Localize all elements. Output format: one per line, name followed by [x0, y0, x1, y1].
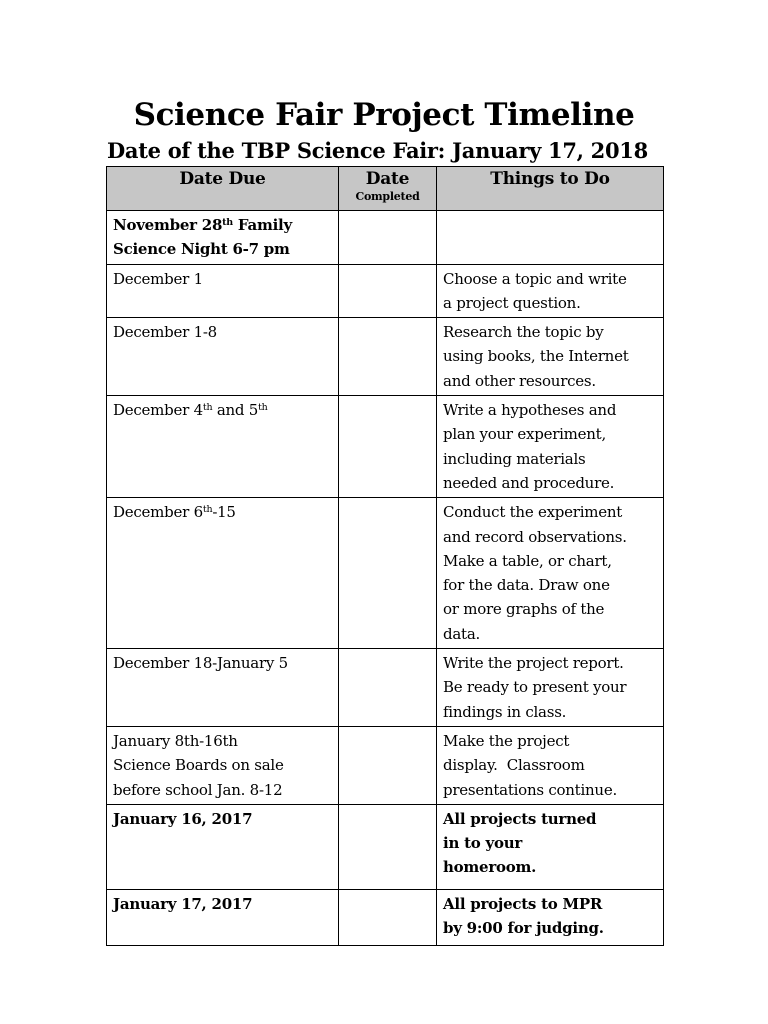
- things-to-do-cell: [437, 804, 664, 889]
- date-due-cell: December 18-January 5: [107, 649, 339, 727]
- table-row: [107, 264, 664, 318]
- task-line: or more graphs of the: [443, 600, 605, 619]
- things-to-do-cell: [437, 396, 664, 498]
- date-completed-cell[interactable]: [339, 726, 437, 804]
- date-due-cell: December 1-8: [107, 318, 339, 396]
- task-line: All projects turned: [443, 809, 597, 828]
- timeline-table: [106, 166, 664, 946]
- date-due-cell: [107, 211, 339, 265]
- date-due-cell: December 1: [107, 264, 339, 318]
- things-to-do-cell: [437, 318, 664, 396]
- task-line: Make the project: [443, 731, 570, 750]
- task-line: data.: [443, 624, 481, 643]
- things-to-do-cell: [437, 211, 664, 265]
- date-completed-cell[interactable]: [339, 889, 437, 945]
- ordinal-suffix: th: [202, 504, 213, 516]
- task-line: Conduct the experiment: [443, 503, 623, 522]
- date-completed-cell[interactable]: [339, 649, 437, 727]
- task-line: Make a table, or chart,: [443, 551, 612, 570]
- table-row: [107, 318, 664, 396]
- things-to-do-cell: [437, 498, 664, 649]
- task-line: in to your: [443, 834, 523, 853]
- date-completed-cell[interactable]: [339, 264, 437, 318]
- table-row: [107, 889, 664, 945]
- science-fair-date-heading: Date of the TBP Science Fair: January 17, 2018: [107, 138, 648, 163]
- table-row: [107, 726, 664, 804]
- task-line: plan your experiment,: [443, 425, 606, 444]
- things-to-do-cell: [437, 726, 664, 804]
- header-date-due: Date Due: [107, 167, 339, 211]
- date-due-text: December 6: [113, 503, 203, 522]
- table-row: [107, 649, 664, 727]
- document-title: Science Fair Project Timeline: [133, 97, 635, 133]
- date-due-line: [113, 213, 333, 237]
- things-to-do-cell: [437, 264, 664, 318]
- date-due-cell: January 16, 2017: [107, 804, 339, 889]
- table-row: [107, 804, 664, 889]
- date-completed-cell[interactable]: [339, 396, 437, 498]
- task-line: a project question.: [443, 293, 581, 312]
- date-due-cell: January 17, 2017: [107, 889, 339, 945]
- task-line: presentations continue.: [443, 780, 617, 799]
- task-line: Be ready to present your: [443, 678, 627, 697]
- date-completed-cell[interactable]: [339, 211, 437, 265]
- task-line: Choose a topic and write: [443, 269, 627, 288]
- task-line: Research the topic by: [443, 323, 604, 342]
- date-due-line: January 8th-16th: [113, 731, 238, 750]
- task-line: display. Classroom: [443, 756, 585, 775]
- table-row: [107, 211, 664, 265]
- header-date-completed-sub: Completed: [355, 190, 420, 203]
- date-due-text: -15: [212, 503, 236, 522]
- things-to-do-cell: [437, 649, 664, 727]
- task-line: needed and procedure.: [443, 473, 615, 492]
- date-due-line: Science Boards on sale: [113, 756, 284, 775]
- date-completed-cell[interactable]: [339, 498, 437, 649]
- header-things-to-do: Things to Do: [437, 167, 664, 211]
- task-line: homeroom.: [443, 858, 537, 877]
- task-line: Write the project report.: [443, 654, 624, 673]
- date-due-cell: [107, 726, 339, 804]
- things-to-do-cell: [437, 889, 664, 945]
- table-header-row: [107, 167, 664, 211]
- date-due-line: Science Night 6-7 pm: [113, 240, 290, 259]
- task-line: and record observations.: [443, 527, 627, 546]
- task-line: by 9:00 for judging.: [443, 919, 604, 938]
- date-due-line: before school Jan. 8-12: [113, 780, 283, 799]
- date-completed-cell[interactable]: [339, 318, 437, 396]
- task-line: findings in class.: [443, 702, 567, 721]
- ordinal-suffix: th: [258, 402, 268, 414]
- date-due-text: November 28: [113, 216, 223, 234]
- date-due-cell: [107, 498, 339, 649]
- date-completed-cell[interactable]: [339, 804, 437, 889]
- date-due-cell: [107, 396, 339, 498]
- ordinal-suffix: th: [202, 402, 213, 414]
- task-line: All projects to MPR: [443, 894, 603, 913]
- date-due-text: Family: [232, 216, 292, 234]
- table-row: [107, 396, 664, 498]
- table-row: [107, 498, 664, 649]
- task-line: Write a hypotheses and: [443, 401, 617, 420]
- header-date-completed-main: Date: [365, 169, 410, 189]
- header-date-completed: [339, 167, 437, 211]
- date-due-text: December 4: [113, 401, 203, 420]
- ordinal-suffix: th: [222, 217, 233, 228]
- task-line: for the data. Draw one: [443, 576, 610, 595]
- task-line: using books, the Internet: [443, 347, 629, 366]
- date-due-text: and 5: [212, 401, 259, 420]
- task-line: including materials: [443, 449, 586, 468]
- task-line: and other resources.: [443, 371, 596, 390]
